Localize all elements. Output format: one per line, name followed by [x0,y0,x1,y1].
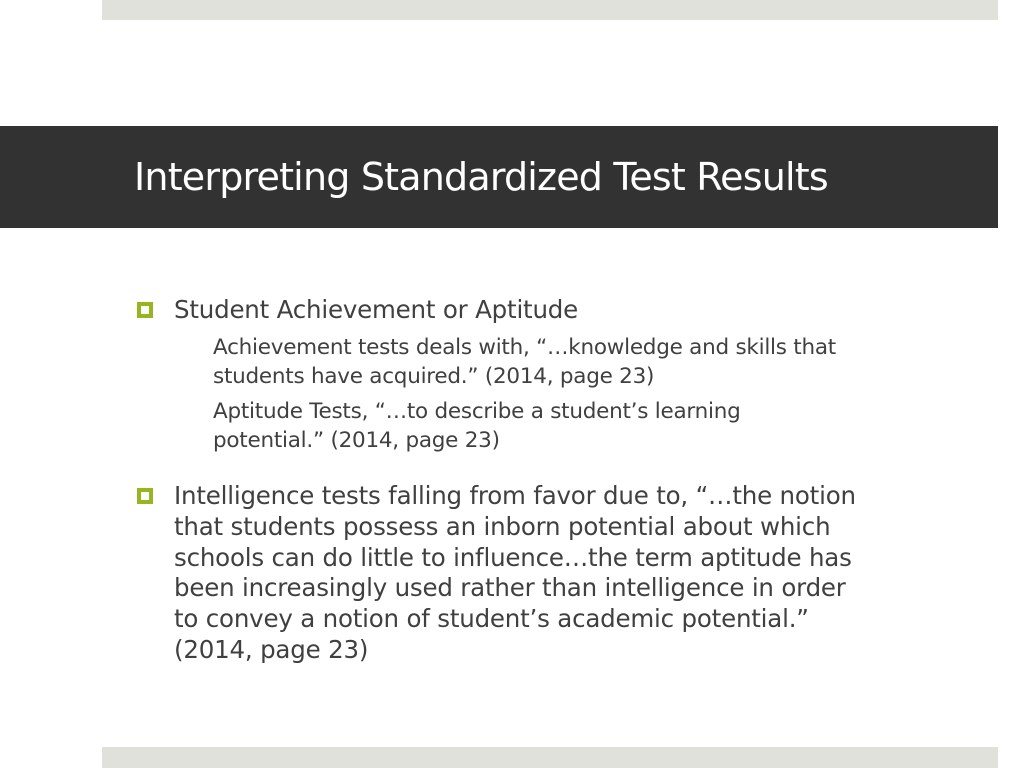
sub-bullet-line: students have acquired.” (2014, page 23) [213,364,655,389]
bullet-2-text [174,481,856,666]
bullet-2-line: (2014, page 23) [174,634,369,664]
bullet-2-line: Intelligence tests falling from favor due to, “…the notion [174,481,856,510]
sub-bullet-achievement [213,333,836,391]
top-decorative-band [102,0,998,20]
bullet-2-line: schools can do little to influence…the term aptitude has [174,542,852,572]
square-bullet-icon [137,488,153,504]
slide-title: Interpreting Standardized Test Results [134,155,828,199]
bullet-2-line: to convey a notion of student’s academic potential.” [174,604,809,634]
sub-bullet-line: Achievement tests deals with, “…knowledge and skills that [213,335,836,360]
bullet-1-text: Student Achievement or Aptitude [174,295,579,324]
sub-bullet-line: potential.” (2014, page 23) [213,428,500,453]
bullet-2-line: that students possess an inborn potential about which [174,511,831,541]
sub-bullet-aptitude [213,397,741,455]
sub-bullet-line: Aptitude Tests, “…to describe a student’s learning [213,399,741,424]
square-bullet-icon [137,302,153,318]
bullet-2-line: been increasingly used rather than intelligence in order [174,573,846,603]
bottom-decorative-band [102,747,998,768]
